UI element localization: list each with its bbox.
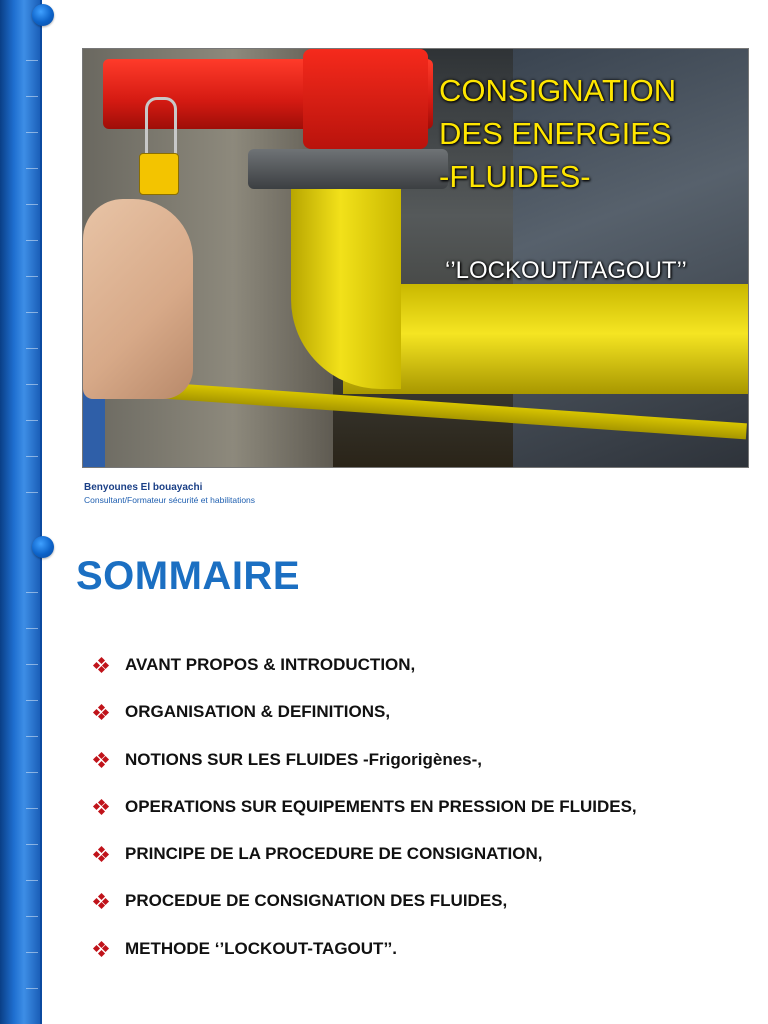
list-item <box>94 703 637 750</box>
list-item-label: PRINCIPE DE LA PROCEDURE DE CONSIGNATION, <box>125 844 543 864</box>
list-item-label: METHODE ‘’LOCKOUT-TAGOUT’’. <box>125 938 397 958</box>
rail-line <box>40 532 42 1024</box>
slide-subtitle: ‘’LOCKOUT/TAGOUT’’ <box>445 257 687 284</box>
binder-rail <box>0 0 40 532</box>
list-item-label: OPERATIONS SUR EQUIPEMENTS EN PRESSION DE FLUIDES, <box>125 796 637 816</box>
binder-rail <box>0 532 40 1024</box>
diamond-cluster-icon <box>94 658 108 672</box>
page-title: SOMMAIRE <box>76 554 300 598</box>
slide-title <box>439 69 739 198</box>
list-item <box>94 940 637 987</box>
summary-slide <box>0 532 768 1024</box>
list-item-label: ORGANISATION & DEFINITIONS, <box>125 702 391 722</box>
padlock-shackle <box>145 97 177 160</box>
list-item-label: NOTIONS SUR LES FLUIDES -Frigorigènes-, <box>125 749 483 769</box>
list-item-label: AVANT PROPOS & INTRODUCTION, <box>125 655 416 674</box>
diamond-cluster-icon <box>94 753 108 767</box>
diamond-cluster-icon <box>94 847 108 861</box>
list-item <box>94 892 637 939</box>
author-name: Benyounes El bouayachi <box>84 482 203 493</box>
title-line-1: CONSIGNATION <box>439 73 677 108</box>
list-item <box>94 751 637 798</box>
padlock-icon <box>139 153 179 195</box>
list-item <box>94 845 637 892</box>
lockout-photo <box>82 48 749 468</box>
author-block <box>84 482 255 505</box>
diamond-cluster-icon <box>94 705 108 719</box>
diamond-cluster-icon <box>94 942 108 956</box>
rail-line <box>40 0 42 532</box>
list-item-label: PROCEDUE DE CONSIGNATION DES FLUIDES, <box>125 891 508 911</box>
diamond-cluster-icon <box>94 800 108 814</box>
summary-list <box>94 656 637 987</box>
author-role: Consultant/Formateur sécurité et habilitations <box>84 495 256 505</box>
diamond-cluster-icon <box>94 894 108 908</box>
binder-ring-icon <box>32 4 54 26</box>
title-line-3: -FLUIDES- <box>439 159 591 194</box>
binder-ring-icon <box>32 536 54 558</box>
title-line-2: DES ENERGIES <box>439 116 672 151</box>
list-item <box>94 798 637 845</box>
list-item <box>94 656 637 703</box>
